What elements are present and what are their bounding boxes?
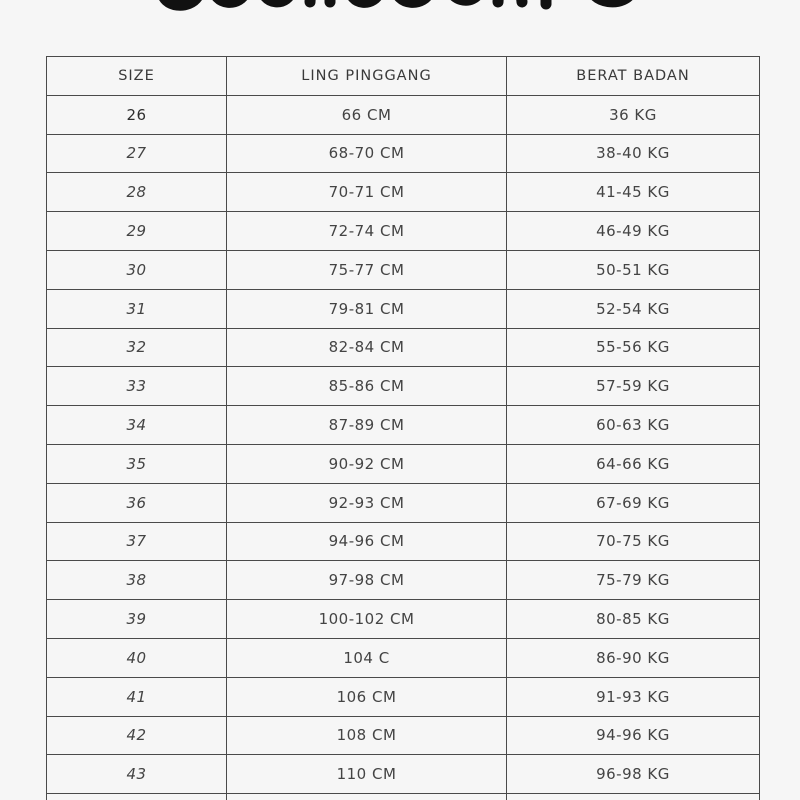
waist-cell: 110 CM [227,755,507,794]
size-cell: 31 [47,289,227,328]
table-row [47,638,760,677]
header-weight: BERAT BADAN [507,57,760,96]
weight-cell: 75-79 KG [507,561,760,600]
weight-cell: 96-98 KG [507,755,760,794]
weight-cell: 80-85 KG [507,600,760,639]
table-row [47,755,760,794]
table-row [47,367,760,406]
waist-cell: 75-77 CM [227,250,507,289]
weight-cell: 60-63 KG [507,406,760,445]
waist-cell: 100-102 CM [227,600,507,639]
size-table [46,56,760,800]
size-cell: 35 [47,444,227,483]
waist-cell: 94-96 CM [227,522,507,561]
weight-cell: 94-96 KG [507,716,760,755]
table-row [47,483,760,522]
size-cell: 43 [47,755,227,794]
table-row [47,794,760,800]
waist-cell: 82-84 CM [227,328,507,367]
waist-cell [227,794,507,800]
waist-cell: 79-81 CM [227,289,507,328]
size-cell: 27 [47,134,227,173]
weight-cell: 50-51 KG [507,250,760,289]
table-body [47,95,760,800]
table-row [47,561,760,600]
weight-cell [507,794,760,800]
table-row [47,134,760,173]
size-cell: 30 [47,250,227,289]
header-size: SIZE [47,57,227,96]
table-row [47,173,760,212]
waist-cell: 72-74 CM [227,212,507,251]
size-cell: 28 [47,173,227,212]
size-cell [47,794,227,800]
table-row [47,716,760,755]
table-row [47,328,760,367]
size-cell: 29 [47,212,227,251]
size-cell: 34 [47,406,227,445]
table-row [47,406,760,445]
header-waist: LING PINGGANG [227,57,507,96]
waist-cell: 90-92 CM [227,444,507,483]
weight-cell: 52-54 KG [507,289,760,328]
weight-cell: 46-49 KG [507,212,760,251]
size-cell: 26 [47,95,227,134]
table-row [47,289,760,328]
weight-cell: 64-66 KG [507,444,760,483]
waist-cell: 68-70 CM [227,134,507,173]
weight-cell: 91-93 KG [507,677,760,716]
size-cell: 39 [47,600,227,639]
waist-cell: 104 C [227,638,507,677]
weight-cell: 86-90 KG [507,638,760,677]
waist-cell: 70-71 CM [227,173,507,212]
size-cell: 36 [47,483,227,522]
size-cell: 40 [47,638,227,677]
weight-cell: 36 KG [507,95,760,134]
table-row [47,212,760,251]
table-row [47,444,760,483]
weight-cell: 55-56 KG [507,328,760,367]
size-cell: 37 [47,522,227,561]
size-cell: 38 [47,561,227,600]
weight-cell: 70-75 KG [507,522,760,561]
size-cell: 33 [47,367,227,406]
table-row [47,522,760,561]
table-row [47,95,760,134]
weight-cell: 57-59 KG [507,367,760,406]
size-cell: 41 [47,677,227,716]
weight-cell: 41-45 KG [507,173,760,212]
waist-cell: 87-89 CM [227,406,507,445]
waist-cell: 92-93 CM [227,483,507,522]
waist-cell: 106 CM [227,677,507,716]
weight-cell: 67-69 KG [507,483,760,522]
waist-cell: 85-86 CM [227,367,507,406]
waist-cell: 108 CM [227,716,507,755]
waist-cell: 66 CM [227,95,507,134]
title-lettering-icon [150,0,650,12]
size-cell: 42 [47,716,227,755]
weight-cell: 38-40 KG [507,134,760,173]
table-row [47,600,760,639]
size-cell: 32 [47,328,227,367]
table-header-row [47,57,760,96]
table-row [47,677,760,716]
table-row [47,250,760,289]
page-title-handwritten [150,0,650,12]
waist-cell: 97-98 CM [227,561,507,600]
